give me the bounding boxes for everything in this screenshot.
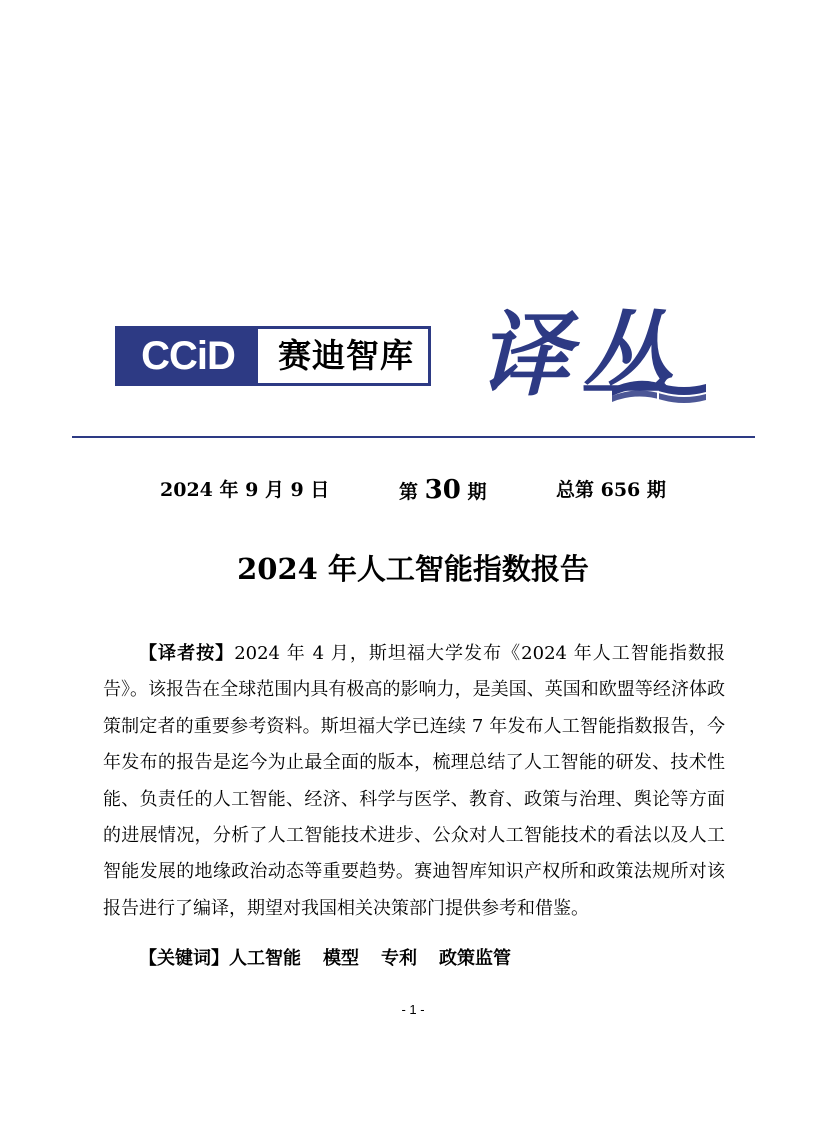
translator-note xyxy=(103,636,725,927)
translator-note-tag: 【译者按】 xyxy=(139,643,235,664)
page-number: - 1 - xyxy=(401,1002,425,1017)
keyword: 模型 xyxy=(323,948,359,969)
keyword: 专利 xyxy=(381,948,417,969)
keywords xyxy=(139,941,739,977)
translator-note-text: 2024 年 4 月，斯坦福大学发布《2024 年人工智能指数报告》。该报告在全球范围内具有极高的影响力，是美国、英国和欧盟等经济体政策制定者的重要参考资料。斯坦福大学已连续 7 年发布人工智能指数报告，今年发布的报告是迄今为止最全面的版本，梳理总结了人工智能的研发、技术性能、负责任的人工智能、经济、科学与医学、教育、政策与治理、舆论等方面的进展情况，分析了人工智能技术进步、公众对人工智能技术的看法以及人工智能发展的地缘政治动态等重要趋势。赛迪智库知识产权所和政策法规所对该报告进行了编译，期望对我国相关决策部门提供参考和借鉴。 xyxy=(103,643,725,919)
ccid-logo-text: 赛迪智库 xyxy=(278,336,414,375)
header-divider xyxy=(72,436,755,438)
document-title: 2024 年人工智能指数报告 xyxy=(237,552,589,586)
issue-number-prefix: 第 xyxy=(399,481,419,503)
keyword: 政策监管 xyxy=(439,948,511,969)
issue-date: 2024 年 9 月 9 日 xyxy=(160,479,330,501)
keywords-tag: 【关键词】 xyxy=(139,948,229,969)
issue-number-suffix: 期 xyxy=(467,481,487,503)
issue-total: 总第 656 期 xyxy=(556,479,666,501)
issue-number xyxy=(399,474,486,506)
brand-title: 译丛 xyxy=(477,301,682,409)
ccid-logo-mark: CCiD xyxy=(118,329,258,383)
issue-number-value: 30 xyxy=(424,475,461,505)
ccid-logo xyxy=(115,326,431,386)
keyword: 人工智能 xyxy=(229,948,301,969)
